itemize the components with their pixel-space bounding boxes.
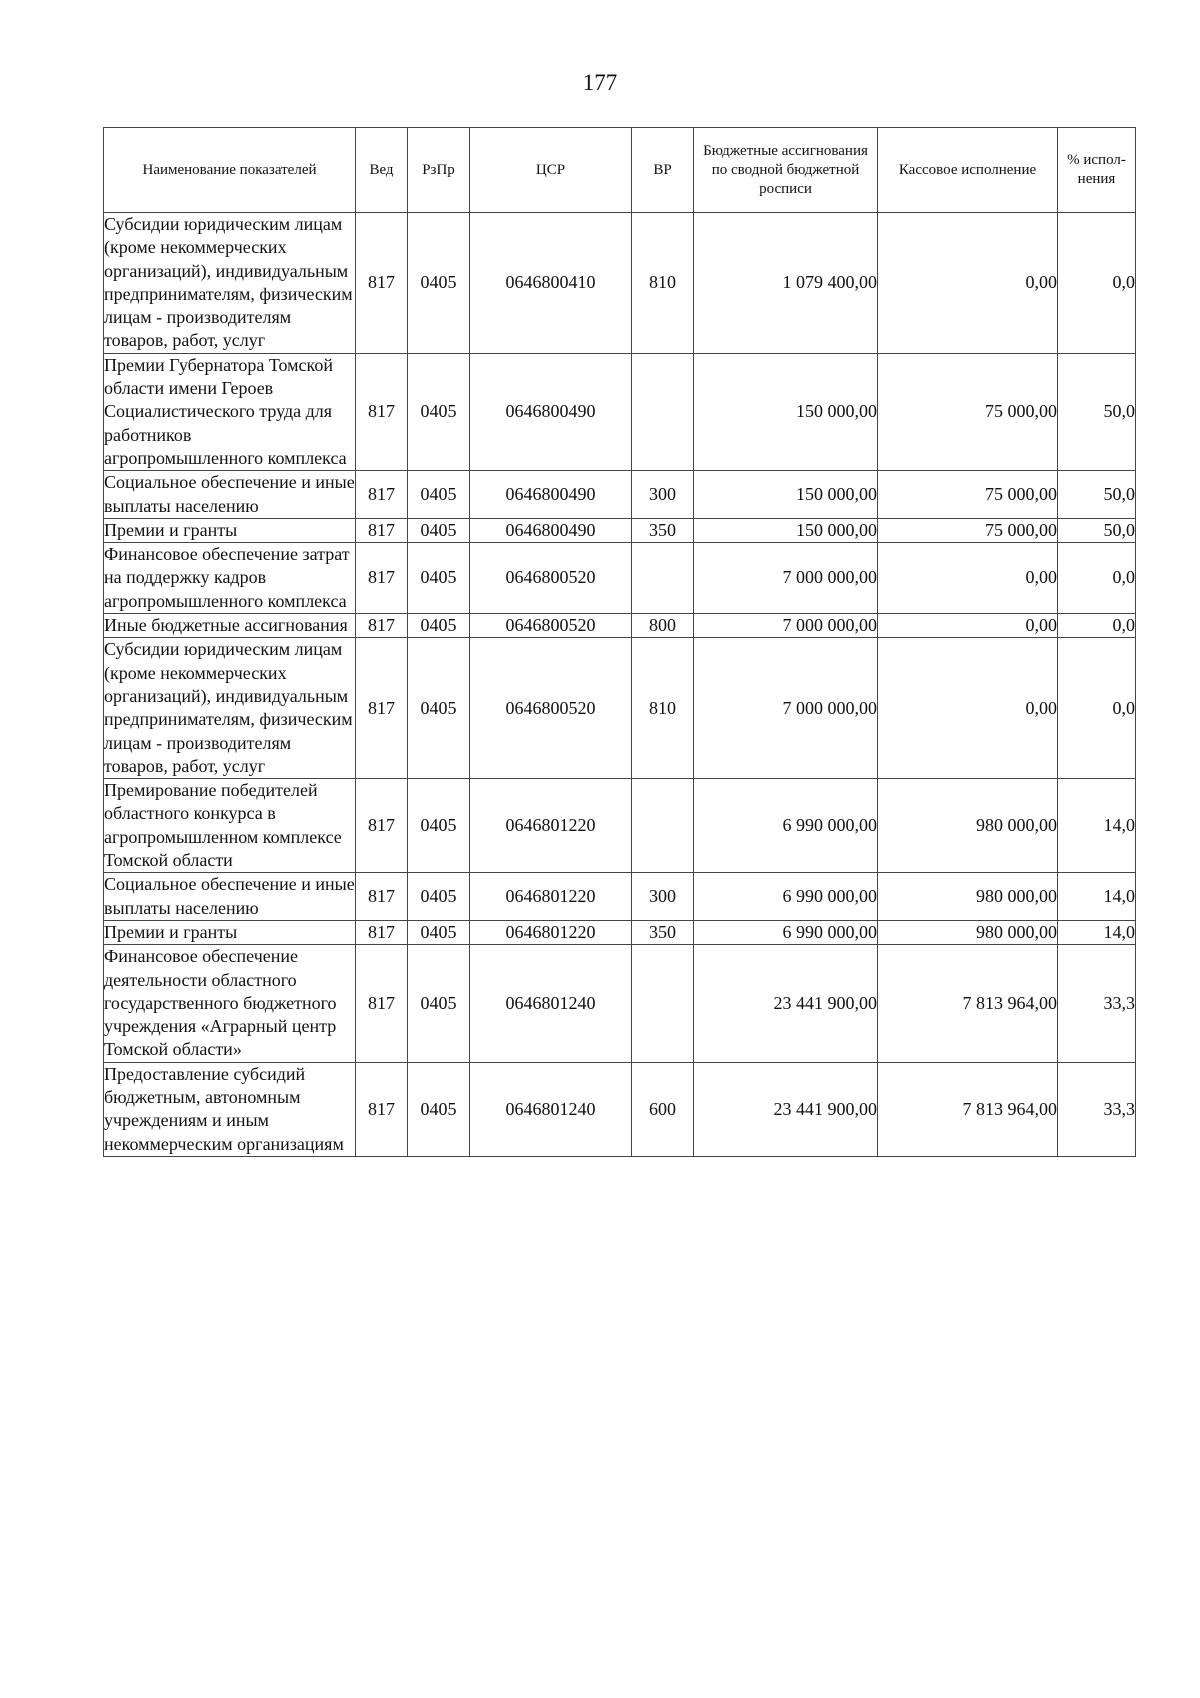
cell-vr: 600 [632, 1062, 694, 1156]
header-csr: ЦСР [470, 128, 632, 213]
cell-cash: 980 000,00 [878, 779, 1058, 873]
cell-name: Премии и гранты [104, 920, 356, 944]
table-row [104, 638, 1136, 779]
cell-rzpr: 0405 [408, 213, 470, 354]
cell-vr: 350 [632, 518, 694, 542]
cell-cash: 7 813 964,00 [878, 1062, 1058, 1156]
cell-rzpr: 0405 [408, 1062, 470, 1156]
cell-cash: 75 000,00 [878, 471, 1058, 519]
cell-name: Финансовое обеспечение деятельности областного государственного бюджетного учреждения «Аграрный центр Томской области» [104, 945, 356, 1062]
cell-name: Предоставление субсидий бюджетным, автономным учреждениям и иным некоммерческим организациям [104, 1062, 356, 1156]
cell-percent: 50,0 [1058, 471, 1136, 519]
cell-name: Субсидии юридическим лицам (кроме некоммерческих организаций), индивидуальным предпринимателям, физическим лицам - производителям товаров, работ, услуг [104, 213, 356, 354]
cell-budget: 6 990 000,00 [694, 920, 878, 944]
cell-vr [632, 779, 694, 873]
cell-percent: 0,0 [1058, 543, 1136, 614]
cell-vr [632, 543, 694, 614]
table-row [104, 353, 1136, 470]
cell-csr: 0646800520 [470, 614, 632, 638]
header-ved: Вед [356, 128, 408, 213]
cell-cash: 0,00 [878, 543, 1058, 614]
cell-csr: 0646800490 [470, 471, 632, 519]
cell-csr: 0646800490 [470, 518, 632, 542]
cell-rzpr: 0405 [408, 614, 470, 638]
cell-budget: 7 000 000,00 [694, 543, 878, 614]
header-rzpr: РзПр [408, 128, 470, 213]
header-budget: Бюджетные ассигнования по сводной бюджетной росписи [694, 128, 878, 213]
cell-ved: 817 [356, 638, 408, 779]
cell-vr [632, 353, 694, 470]
cell-ved: 817 [356, 1062, 408, 1156]
cell-ved: 817 [356, 471, 408, 519]
header-percent: % испол-нения [1058, 128, 1136, 213]
cell-csr: 0646800410 [470, 213, 632, 354]
cell-ved: 817 [356, 614, 408, 638]
table-row [104, 471, 1136, 519]
cell-vr: 810 [632, 213, 694, 354]
cell-csr: 0646800520 [470, 543, 632, 614]
table-row [104, 945, 1136, 1062]
cell-budget: 6 990 000,00 [694, 873, 878, 921]
cell-ved: 817 [356, 518, 408, 542]
cell-budget: 150 000,00 [694, 471, 878, 519]
table-row [104, 1062, 1136, 1156]
cell-ved: 817 [356, 213, 408, 354]
cell-percent: 33,3 [1058, 945, 1136, 1062]
table-row [104, 873, 1136, 921]
table-row [104, 614, 1136, 638]
table-header-row [104, 128, 1136, 213]
cell-rzpr: 0405 [408, 779, 470, 873]
table-row [104, 920, 1136, 944]
cell-ved: 817 [356, 779, 408, 873]
cell-budget: 1 079 400,00 [694, 213, 878, 354]
cell-cash: 0,00 [878, 213, 1058, 354]
cell-budget: 23 441 900,00 [694, 945, 878, 1062]
cell-budget: 150 000,00 [694, 518, 878, 542]
page-number: 177 [582, 70, 618, 95]
cell-percent: 50,0 [1058, 518, 1136, 542]
header-vr: ВР [632, 128, 694, 213]
cell-ved: 817 [356, 873, 408, 921]
cell-rzpr: 0405 [408, 638, 470, 779]
table-row [104, 213, 1136, 354]
cell-rzpr: 0405 [408, 471, 470, 519]
cell-ved: 817 [356, 543, 408, 614]
cell-rzpr: 0405 [408, 353, 470, 470]
cell-vr: 300 [632, 873, 694, 921]
cell-percent: 0,0 [1058, 638, 1136, 779]
table-row [104, 543, 1136, 614]
cell-rzpr: 0405 [408, 543, 470, 614]
cell-csr: 0646801240 [470, 945, 632, 1062]
cell-csr: 0646801240 [470, 1062, 632, 1156]
cell-cash: 75 000,00 [878, 518, 1058, 542]
cell-name: Финансовое обеспечение затрат на поддержку кадров агропромышленного комплекса [104, 543, 356, 614]
cell-name: Социальное обеспечение и иные выплаты населению [104, 873, 356, 921]
cell-percent: 33,3 [1058, 1062, 1136, 1156]
cell-csr: 0646801220 [470, 920, 632, 944]
cell-name: Субсидии юридическим лицам (кроме некоммерческих организаций), индивидуальным предпринимателям, физическим лицам - производителям товаров, работ, услуг [104, 638, 356, 779]
cell-ved: 817 [356, 353, 408, 470]
cell-vr: 800 [632, 614, 694, 638]
cell-budget: 7 000 000,00 [694, 614, 878, 638]
cell-csr: 0646801220 [470, 873, 632, 921]
cell-percent: 14,0 [1058, 920, 1136, 944]
cell-rzpr: 0405 [408, 945, 470, 1062]
cell-vr: 300 [632, 471, 694, 519]
cell-cash: 980 000,00 [878, 873, 1058, 921]
cell-ved: 817 [356, 945, 408, 1062]
cell-cash: 7 813 964,00 [878, 945, 1058, 1062]
cell-rzpr: 0405 [408, 873, 470, 921]
cell-cash: 75 000,00 [878, 353, 1058, 470]
cell-cash: 980 000,00 [878, 920, 1058, 944]
cell-csr: 0646800490 [470, 353, 632, 470]
cell-budget: 6 990 000,00 [694, 779, 878, 873]
cell-percent: 14,0 [1058, 873, 1136, 921]
cell-percent: 50,0 [1058, 353, 1136, 470]
cell-csr: 0646800520 [470, 638, 632, 779]
cell-budget: 7 000 000,00 [694, 638, 878, 779]
cell-ved: 817 [356, 920, 408, 944]
cell-percent: 14,0 [1058, 779, 1136, 873]
table-row [104, 779, 1136, 873]
cell-percent: 0,0 [1058, 614, 1136, 638]
header-name: Наименование показателей [104, 128, 356, 213]
cell-csr: 0646801220 [470, 779, 632, 873]
cell-name: Премирование победителей областного конкурса в агропромышленном комплексе Томской области [104, 779, 356, 873]
cell-vr [632, 945, 694, 1062]
cell-name: Премии Губернатора Томской области имени Героев Социалистического труда для работников агропромышленного комплекса [104, 353, 356, 470]
table-row [104, 518, 1136, 542]
cell-rzpr: 0405 [408, 920, 470, 944]
cell-percent: 0,0 [1058, 213, 1136, 354]
cell-cash: 0,00 [878, 614, 1058, 638]
cell-vr: 350 [632, 920, 694, 944]
cell-name: Социальное обеспечение и иные выплаты населению [104, 471, 356, 519]
cell-vr: 810 [632, 638, 694, 779]
cell-rzpr: 0405 [408, 518, 470, 542]
cell-budget: 23 441 900,00 [694, 1062, 878, 1156]
cell-budget: 150 000,00 [694, 353, 878, 470]
cell-name: Иные бюджетные ассигнования [104, 614, 356, 638]
budget-execution-table [103, 127, 1136, 1157]
header-cash: Кассовое исполнение [878, 128, 1058, 213]
cell-cash: 0,00 [878, 638, 1058, 779]
cell-name: Премии и гранты [104, 518, 356, 542]
